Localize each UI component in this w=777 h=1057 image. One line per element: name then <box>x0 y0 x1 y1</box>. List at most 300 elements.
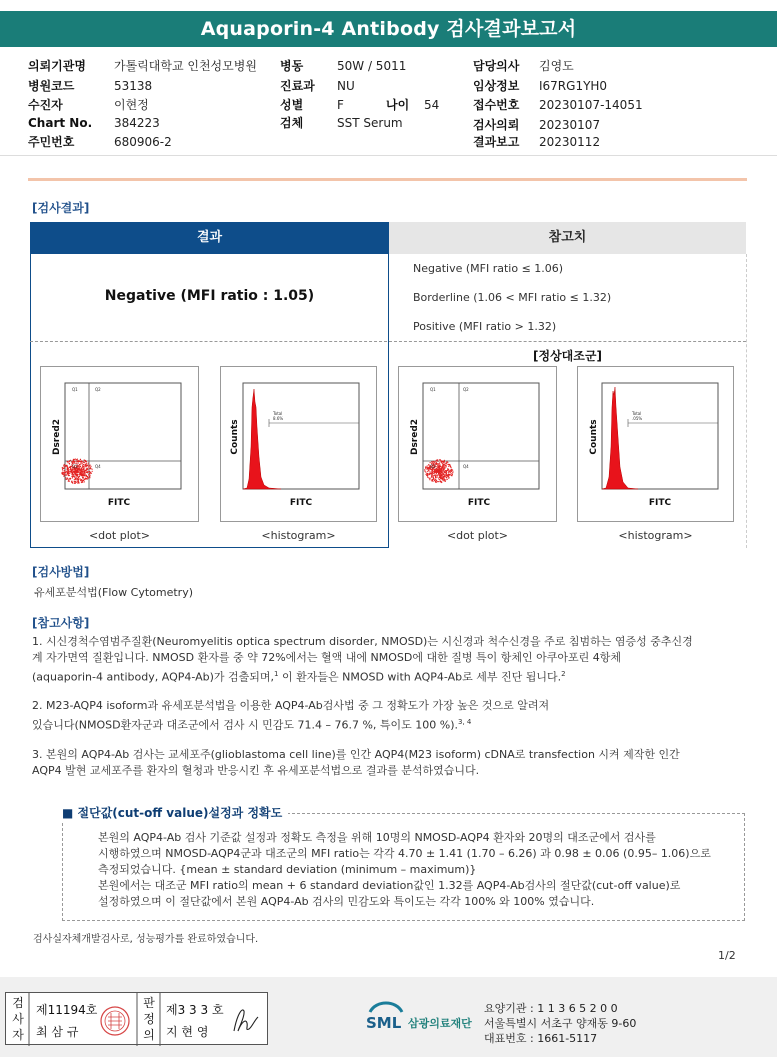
tester-name: 최 삼 규 <box>36 1025 79 1039</box>
scatter-dot <box>439 468 440 469</box>
scatter-dot <box>81 461 82 462</box>
scatter-dot <box>431 461 432 462</box>
scatter-dot <box>75 479 76 480</box>
scatter-dot <box>80 459 81 460</box>
scatter-dot <box>88 474 89 475</box>
scatter-dot <box>90 475 91 476</box>
scatter-dot <box>445 471 446 472</box>
scatter-dot <box>451 471 452 472</box>
header-field-accession-no: 접수번호 20230107-14051 <box>473 98 643 112</box>
address: 서울특별시 서초구 양재동 9-60 <box>484 1017 637 1030</box>
control-histogram-svg <box>578 367 733 521</box>
method-section-label: [검사방법] <box>32 565 90 579</box>
scatter-dot <box>441 468 442 469</box>
scatter-dot <box>63 465 64 466</box>
scatter-dot <box>424 471 425 472</box>
scatter-dot <box>87 476 88 477</box>
scatter-dot <box>445 479 446 480</box>
scatter-dot <box>437 476 438 477</box>
scatter-dot <box>78 478 79 479</box>
scatter-dot <box>443 461 444 462</box>
quadrant-q2-label: Q2 <box>463 387 469 392</box>
header-field-department: 진료과 NU <box>280 79 355 93</box>
scatter-dot <box>77 481 78 482</box>
header-field-clinical-info: 임상정보 I67RG1YH0 <box>473 79 608 93</box>
scatter-dot <box>440 464 441 465</box>
scatter-dot <box>448 466 449 467</box>
scatter-dot <box>441 481 442 482</box>
examiner-license-no: 제3 3 3 호 <box>166 1003 224 1017</box>
signature-icon <box>234 1010 258 1031</box>
scatter-dot <box>438 478 439 479</box>
scatter-dot <box>87 471 88 472</box>
scatter-dot <box>78 477 79 478</box>
scatter-dot <box>441 475 442 476</box>
scatter-dot <box>78 468 79 469</box>
reference-section-label: [참고사항] <box>32 616 90 630</box>
scatter-dot <box>82 477 83 478</box>
signature-box <box>5 992 268 1045</box>
scatter-dot <box>435 481 436 482</box>
scatter-dot <box>438 471 439 472</box>
header-field-patient: 수진자 이현정 <box>28 98 149 112</box>
scatter-dot <box>80 473 81 474</box>
scatter-dot <box>446 475 447 476</box>
scatter-dot <box>85 478 86 479</box>
scatter-dot <box>439 459 440 460</box>
scatter-dot <box>77 472 78 473</box>
scatter-dot <box>452 472 453 473</box>
scatter-dot <box>441 466 442 467</box>
scatter-dot <box>430 471 431 472</box>
scatter-dot <box>437 461 438 462</box>
method-text: 유세포분석법(Flow Cytometry) <box>34 586 194 599</box>
reference-paragraph-1: 1. 시신경척수염범주질환(Neuromyelitis optica spectrum disorder, NMOSD)는 시신경과 척수신경을 주로 침범하는 염증성 중추신경 계 자가면역 질환입니다. NMOSD 환자를 중 약 72%에서는 혈액 내에 NMOSD에 대한 질병 특이 항체인 아쿠아포린 4항체 (aquaporin-4 antibody, AQP4-Ab)가 검출되며,$^1$ 이 환자들은 NMOSD with AQP4-Ab로 세부 진단 됩니다.$^2$ <box>32 635 693 684</box>
scatter-dot <box>444 468 445 469</box>
scatter-dot <box>85 461 86 462</box>
scatter-dot <box>445 465 446 466</box>
scatter-dot <box>64 470 65 471</box>
patient-histogram <box>220 366 377 522</box>
scatter-dot <box>67 473 68 474</box>
scatter-dot <box>65 477 66 478</box>
scatter-dot <box>439 477 440 478</box>
scatter-dot <box>74 479 75 480</box>
scatter-dot <box>439 470 440 471</box>
scatter-dot <box>68 462 69 463</box>
scatter-dot <box>440 470 441 471</box>
scatter-dot <box>428 470 429 471</box>
scatter-dot <box>89 477 90 478</box>
scatter-dot <box>90 465 91 466</box>
scatter-dot <box>65 474 66 475</box>
quadrant-q4-label: Q4 <box>95 464 101 469</box>
quadrant-q2-label: Q2 <box>95 387 101 392</box>
scatter-dot <box>79 472 80 473</box>
scatter-dot <box>436 482 437 483</box>
scatter-dot <box>62 472 63 473</box>
plot-caption: <dot plot> <box>446 529 509 542</box>
control-dot-plot-svg <box>399 367 556 521</box>
scatter-dot <box>87 465 88 466</box>
result-divider <box>30 341 746 342</box>
scatter-dot <box>437 475 438 476</box>
scatter-dot <box>75 478 76 479</box>
scatter-dot <box>62 467 63 468</box>
scatter-dot <box>433 461 434 462</box>
scatter-dot <box>86 463 87 464</box>
scatter-dot <box>83 467 84 468</box>
scatter-dot <box>436 468 437 469</box>
scatter-dot <box>71 461 72 462</box>
plot-caption: <histogram> <box>618 529 693 542</box>
scatter-dot <box>83 472 84 473</box>
scatter-dot <box>68 475 69 476</box>
header-divider <box>28 178 747 181</box>
scatter-dot <box>425 466 426 467</box>
scatter-dot <box>68 480 69 481</box>
scatter-dot <box>424 469 425 470</box>
scatter-dot <box>447 469 448 470</box>
scatter-dot <box>70 470 71 471</box>
header-field-resident-no: 주민번호 680906-2 <box>28 135 172 149</box>
scatter-dot <box>69 473 70 474</box>
scatter-dot <box>66 479 67 480</box>
scatter-dot <box>439 467 440 468</box>
scatter-dot <box>450 465 451 466</box>
scatter-dot <box>71 481 72 482</box>
scatter-dot <box>445 481 446 482</box>
scatter-dot <box>432 472 433 473</box>
scatter-dot <box>84 471 85 472</box>
scatter-dot <box>435 474 436 475</box>
scatter-dot <box>441 462 442 463</box>
scatter-dot <box>76 459 77 460</box>
scatter-dot <box>443 479 444 480</box>
scatter-dot <box>86 478 87 479</box>
scatter-dot <box>439 479 440 480</box>
scatter-dot <box>76 479 77 480</box>
scatter-dot <box>89 476 90 477</box>
y-axis-label: Dsred2 <box>52 418 62 456</box>
scatter-dot <box>442 479 443 480</box>
scatter-dot <box>82 470 83 471</box>
scatter-dot <box>82 481 83 482</box>
svg-text:삼광의료재단: 삼광의료재단 <box>408 1017 472 1030</box>
scatter-dot <box>444 460 445 461</box>
scatter-dot <box>437 481 438 482</box>
scatter-dot <box>84 464 85 465</box>
scatter-dot <box>436 480 437 481</box>
scatter-dot <box>85 474 86 475</box>
scatter-dot <box>432 479 433 480</box>
scatter-dot <box>67 470 68 471</box>
scatter-dot <box>90 472 91 473</box>
scatter-dot <box>445 463 446 464</box>
reference-borderline: Borderline (1.06 < MFI ratio ≤ 1.32) <box>413 291 612 304</box>
scatter-dot <box>451 473 452 474</box>
scatter-dot <box>436 470 437 471</box>
scatter-dot <box>451 475 452 476</box>
scatter-dot <box>72 477 73 478</box>
scatter-dot <box>432 474 433 475</box>
scatter-dot <box>67 479 68 480</box>
scatter-dot <box>64 467 65 468</box>
scatter-dot <box>73 471 74 472</box>
page-number: 1/2 <box>718 949 736 962</box>
scatter-dot <box>67 478 68 479</box>
scatter-dot <box>436 473 437 474</box>
scatter-dot <box>74 469 75 470</box>
scatter-dot <box>67 469 68 470</box>
scatter-dot <box>437 459 438 460</box>
footnote: 검사실자체개발검사로, 성능평가를 완료하였습니다. <box>33 934 259 945</box>
scatter-dot <box>433 477 434 478</box>
scatter-dot <box>430 473 431 474</box>
x-axis-label: FITC <box>289 498 313 508</box>
scatter-dot <box>426 469 427 470</box>
scatter-dot <box>82 474 83 475</box>
scatter-dot <box>446 472 447 473</box>
patient-dot-plot <box>40 366 199 522</box>
reference-box-border <box>746 254 747 548</box>
scatter-dot <box>86 466 87 467</box>
scatter-dot <box>80 466 81 467</box>
scatter-dot <box>443 476 444 477</box>
scatter-dot <box>81 482 82 483</box>
scatter-dot <box>74 476 75 477</box>
scatter-dot <box>436 463 437 464</box>
examiner-name: 지 현 영 <box>166 1025 209 1039</box>
scatter-dot <box>80 470 81 471</box>
scatter-dot <box>438 466 439 467</box>
scatter-dot <box>88 466 89 467</box>
institution-code: 요양기관 : 1 1 3 6 5 2 0 0 <box>484 1002 618 1015</box>
cutoff-text: 본원의 AQP4-Ab 검사 기준값 설정과 정확도 측정을 위해 10명의 NMOSD-AQP4 환자와 20명의 대조군에서 검사를 시행하였으며 NMOSD-AQP4군과 대조군의 MFI ratio는 각각 4.70 ± 1.41 (1.70 – 6.26) 과 0.98 ± 0.06 (0.95– 1.06)으로 측정되었습니다. {mean ± standard deviation (minimum – maximum)} 본원에서는 대조군 MFI ratio의 mean + 6 standard deviation값인 1.32를 AQP4-Ab검사의 절단값(cut-off value)로 설정하였으며 이 절단값에서 본원 AQP4-Ab 검사의 민감도와 특이도는 각각 100% 와 100% 였습니다. <box>98 831 711 908</box>
scatter-dot <box>85 466 86 467</box>
scatter-dot <box>69 461 70 462</box>
scatter-dot <box>83 466 84 467</box>
scatter-dot <box>75 476 76 477</box>
quadrant-q3-label: Q3 <box>72 464 78 469</box>
scatter-dot <box>443 473 444 474</box>
y-axis-label: Counts <box>589 419 599 455</box>
scatter-dot <box>426 467 427 468</box>
scatter-dot <box>444 461 445 462</box>
scatter-dot <box>85 464 86 465</box>
scatter-dot <box>73 459 74 460</box>
scatter-dot <box>66 465 67 466</box>
header-field-chart-no: Chart No. 384223 <box>28 116 160 130</box>
patient-dot-plot-svg <box>41 367 198 521</box>
header-field-sex: 성별 F <box>280 98 344 112</box>
gate-value: 8.6% <box>273 416 284 421</box>
header-field-institution: 의뢰기관명 가톨릭대학교 인천성모병원 <box>28 59 257 73</box>
x-axis-label: FITC <box>107 498 131 508</box>
scatter-dot <box>69 463 70 464</box>
scatter-dot <box>80 479 81 480</box>
scatter-dot <box>82 464 83 465</box>
scatter-dot <box>70 471 71 472</box>
scatter-dot <box>427 465 428 466</box>
scatter-dot <box>69 471 70 472</box>
reference-negative: Negative (MFI ratio ≤ 1.06) <box>413 262 564 275</box>
scatter-dot <box>427 471 428 472</box>
scatter-dot <box>443 469 444 470</box>
scatter-dot <box>437 465 438 466</box>
scatter-dot <box>79 468 80 469</box>
scatter-dot <box>76 472 77 473</box>
scatter-dot <box>63 476 64 477</box>
scatter-dot <box>435 462 436 463</box>
header-field-hospital-code: 병원코드 53138 <box>28 79 153 93</box>
scatter-dot <box>439 473 440 474</box>
scatter-dot <box>64 464 65 465</box>
scatter-dot <box>70 460 71 461</box>
scatter-dot <box>90 467 91 468</box>
scatter-dot <box>80 463 81 464</box>
scatter-dot <box>88 463 89 464</box>
scatter-dot <box>433 478 434 479</box>
scatter-dot <box>447 464 448 465</box>
scatter-dot <box>88 471 89 472</box>
phone-number: 대표번호 : 1661-5117 <box>484 1032 598 1045</box>
gate-label: Total <box>273 411 283 416</box>
quadrant-q4-label: Q4 <box>463 464 469 469</box>
scatter-dot <box>450 469 451 470</box>
scatter-dot <box>425 472 426 473</box>
scatter-dot <box>439 462 440 463</box>
scatter-dot <box>438 463 439 464</box>
scatter-dot <box>446 477 447 478</box>
scatter-dot <box>87 472 88 473</box>
scatter-dot <box>92 471 93 472</box>
x-axis-label: FITC <box>467 498 491 508</box>
header-field-ward: 병동 50W / 5011 <box>280 59 407 73</box>
reference-paragraph-3: 3. 본원의 AQP4-Ab 검사는 교세포주(glioblastoma cell line)를 인간 AQP4(M23 isoform) cDNA로 transfection 시켜 제작한 인간 AQP4 발현 교세포주를 환자의 혈청과 반응시킨 후 유세포분석법으로 결과를 분석하였습니다. <box>32 748 680 777</box>
scatter-dot <box>74 461 75 462</box>
scatter-dot <box>449 471 450 472</box>
scatter-dot <box>82 475 83 476</box>
gate-label: Total <box>632 411 642 416</box>
scatter-dot <box>86 475 87 476</box>
scatter-dot <box>431 476 432 477</box>
scatter-dot <box>430 478 431 479</box>
quadrant-q1-label: Q1 <box>430 387 436 392</box>
scatter-dot <box>79 464 80 465</box>
scatter-dot <box>442 466 443 467</box>
reference-paragraph-2: 2. M23-AQP4 isoform과 유세포분석법을 이용한 AQP4-Ab검사법 중 그 정확도가 가장 높은 것으로 알려져 있습니다(NMOSD환자군과 대조군에서 검사 시 민감도 71.4 – 76.7 %, 특이도 100 %).$^{3, 4}$ <box>32 699 550 732</box>
scatter-dot <box>62 473 63 474</box>
scatter-dot <box>77 475 78 476</box>
scatter-dot <box>78 461 79 462</box>
svg-text:SML: SML <box>366 1014 402 1032</box>
scatter-dot <box>76 482 77 483</box>
scatter-dot <box>443 468 444 469</box>
scatter-dot <box>82 463 83 464</box>
scatter-dot <box>446 461 447 462</box>
header-field-doctor: 담당의사 김영도 <box>473 59 574 73</box>
scatter-dot <box>448 472 449 473</box>
plot-caption: <dot plot> <box>88 529 151 542</box>
scatter-dot <box>433 475 434 476</box>
x-axis-label: FITC <box>648 498 672 508</box>
scatter-dot <box>85 470 86 471</box>
scatter-dot <box>442 465 443 466</box>
patient-histogram-svg <box>221 367 376 521</box>
scatter-dot <box>63 468 64 469</box>
scatter-dot <box>449 474 450 475</box>
scatter-dot <box>444 467 445 468</box>
scatter-dot <box>78 460 79 461</box>
scatter-dot <box>447 470 448 471</box>
examiner-label: 판정의 <box>143 996 155 1042</box>
scatter-dot <box>443 474 444 475</box>
plot-caption: <histogram> <box>261 529 336 542</box>
scatter-dot <box>82 471 83 472</box>
header-field-request-date: 검사의뢰 20230107 <box>473 118 601 132</box>
sml-logo <box>366 998 486 1041</box>
scatter-dot <box>433 471 434 472</box>
scatter-dot <box>438 481 439 482</box>
scatter-dot <box>450 466 451 467</box>
scatter-dot <box>67 466 68 467</box>
scatter-dot <box>84 481 85 482</box>
scatter-dot <box>62 468 63 469</box>
scatter-dot <box>78 466 79 467</box>
scatter-dot <box>71 472 72 473</box>
scatter-dot <box>82 467 83 468</box>
scatter-dot <box>83 469 84 470</box>
control-dot-plot <box>398 366 557 522</box>
scatter-dot <box>429 474 430 475</box>
scatter-dot <box>81 468 82 469</box>
scatter-dot <box>92 469 93 470</box>
control-histogram <box>577 366 734 522</box>
scatter-dot <box>440 481 441 482</box>
scatter-dot <box>66 475 67 476</box>
scatter-dot <box>67 472 68 473</box>
tester-license-no: 제11194호 <box>36 1003 98 1017</box>
result-section-label: [검사결과] <box>32 201 90 215</box>
scatter-dot <box>79 476 80 477</box>
scatter-dot <box>74 483 75 484</box>
scatter-dot <box>71 476 72 477</box>
quadrant-q1-label: Q1 <box>72 387 78 392</box>
scatter-dot <box>83 480 84 481</box>
scatter-dot <box>435 477 436 478</box>
scatter-dot <box>69 467 70 468</box>
sml-logo-mark-icon <box>366 998 486 1038</box>
scatter-dot <box>82 465 83 466</box>
scatter-dot <box>86 461 87 462</box>
scatter-dot <box>67 461 68 462</box>
scatter-dot <box>72 461 73 462</box>
scatter-dot <box>69 478 70 479</box>
scatter-dot <box>78 482 79 483</box>
scatter-dot <box>447 479 448 480</box>
scatter-dot <box>441 474 442 475</box>
scatter-dot <box>427 473 428 474</box>
scatter-dot <box>448 478 449 479</box>
reference-header: 참고치 <box>389 222 746 254</box>
scatter-dot <box>443 463 444 464</box>
scatter-dot <box>439 475 440 476</box>
scatter-dot <box>80 461 81 462</box>
scatter-dot <box>64 472 65 473</box>
scatter-dot <box>435 479 436 480</box>
scatter-dot <box>434 472 435 473</box>
